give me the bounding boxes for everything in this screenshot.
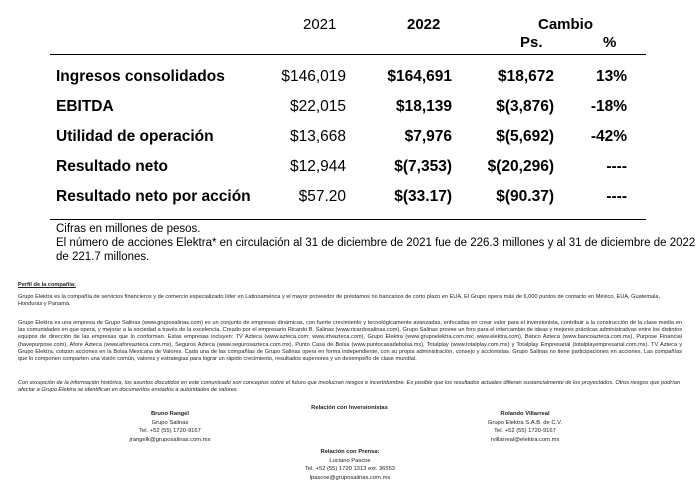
financial-table — [50, 14, 696, 264]
cell-change-pct: -42% — [590, 128, 627, 145]
contact-phone: Tel. +52 (55) 1720 1313 ext. 36553 — [304, 466, 396, 473]
cell-change-pct: -18% — [590, 98, 627, 115]
row-label: Resultado neto — [56, 158, 168, 175]
table-notes — [50, 222, 696, 264]
row-label: Ingresos consolidados — [56, 68, 225, 85]
header-change-ps: Ps. — [520, 34, 543, 51]
cell-2021: $22,015 — [289, 98, 346, 115]
contact-name: Rolando Villarreal — [500, 411, 550, 417]
cell-2022: $18,139 — [395, 98, 452, 115]
cell-2022: $(7,353) — [394, 158, 452, 175]
cell-2022: $7,976 — [404, 128, 452, 145]
header-change-pct: % — [603, 34, 617, 51]
cell-2021: $12,944 — [289, 158, 346, 175]
cell-change-pct: ---- — [606, 188, 627, 205]
contact-left — [100, 410, 240, 444]
press-title: Relación con Prensa: — [320, 449, 380, 455]
table-row — [50, 123, 646, 153]
cell-change-pct: 13% — [595, 68, 627, 85]
contact-phone: Tel. +52 (55) 1720-9167 — [139, 428, 201, 435]
cell-2021: $146,019 — [281, 68, 346, 85]
note-units: Cifras en millones de pesos. — [56, 223, 201, 235]
table-row — [50, 63, 646, 93]
note-shares: El número de acciones Elektra* en circulación al 31 de diciembre de 2021 fue de 226.3 millones y al 31 de diciembre de 2022 de 221.7 millones. — [56, 237, 696, 263]
cell-2022: $164,691 — [387, 68, 452, 85]
table-row — [50, 153, 646, 183]
header-year-2022: 2022 — [407, 16, 441, 33]
contact-org: Grupo Elektra S.A.B. de C.V. — [487, 419, 563, 426]
contact-email[interactable]: lpascoe@gruposalinas.com.mx — [309, 474, 391, 481]
header-rule — [50, 54, 646, 55]
cell-change-ps: $(3,876) — [496, 98, 554, 115]
contact-name: Bruno Rangel — [150, 411, 189, 417]
row-label: Resultado neto por acción — [56, 188, 251, 205]
profile-paragraph-1: Grupo Elektra es la compañía de servicios financieros y de comercio especializado líder en Latinoamérica y el mayor proveedor de préstamos no bancarios de corto plazo en EUA. El Grupo opera más de 6,000 puntos de contacto en México, EUA, Guatemala, Honduras y Panamá. — [18, 294, 661, 308]
cell-2021: $13,668 — [289, 128, 346, 145]
table-row — [50, 93, 646, 123]
press-contact — [280, 448, 420, 482]
row-label: Utilidad de operación — [56, 128, 214, 145]
table-body — [50, 63, 646, 213]
contact-name: Luciano Pascoe — [329, 457, 371, 464]
header-change: Cambio — [538, 16, 594, 33]
cell-change-ps: $(20,296) — [487, 158, 554, 175]
cell-change-ps: $18,672 — [497, 68, 554, 85]
cell-change-pct: ---- — [606, 158, 627, 175]
contact-email[interactable]: jrangelk@gruposalinas.com.mx — [129, 436, 211, 443]
contact-right — [455, 410, 595, 444]
disclaimer-paragraph: Con excepción de la información histórica, los asuntos discutidos en este comunicado son conceptos sobre el futuro que involucran riesgos e incertidumbre. Es posible que los resultados actuales difieran sustancialmente de los proyectados. Otros riesgos que podrían afectar a Grupo Elektra se identifican en documentos enviados a autoridades de valores. — [18, 380, 680, 394]
profile-paragraph-2: Grupo Elektra es una empresa de Grupo Salinas (www.gruposalinas.com) es un conjunto de empresas dinámicas, con fuerte crecimiento y tecnológicamente avanzadas, enfocadas en crear valor para el inversionista, contribuir a la construcción de la clase media en las comunidades en que opera, y mejorar a la sociedad a través de la excelencia. Creado por el empresario Ricardo B. Salinas (www.ricardosalinas.com), Grupo Salinas provee un foro para el intercambio de ideas y mejores prácticas administrativas entre los distintos equipos de dirección de las empresas que lo conforman. Estas empresas incluyen: TV Azteca (www.azteca.com; www.irtvazteca.com), Grupo Elektra (www.grupoelektra.com.mx; www.elektra.com), Banco Azteca (www.bancoazteca.com.mx), Purpose Financial (havepurpose.com), Afore Azteca (www.aforeazteca.com.mx), Seguros Azteca (www.segurosazteca.com.mx), Punto Casa de Bolsa (www.puntocasadebolsa.mx), Totalplay (www.totalplay.com.mx) y Totalplay Empresarial (totalplayempresarial.com.mx). TV Azteca y Grupo Elektra, cotizan acciones en la Bolsa Mexicana de Valores. Cada una de las compañías de Grupo Salinas opera en forma independiente, con su propia administración, consejo y accionistas. Grupo Salinas no tiene participaciones en acciones. Las compañías que lo componen comparten una visión común, valores y estrategias para lograr un rápido crecimiento, resultados superiores y un desempeño de clase mundial. — [18, 320, 682, 363]
row-label: EBITDA — [56, 98, 114, 115]
table-row — [50, 183, 646, 213]
investor-relations-title: Relación con Inversionistas — [311, 405, 388, 411]
contact-org: Grupo Salinas — [151, 419, 189, 426]
header-year-2021: 2021 — [303, 16, 337, 33]
cell-2022: $(33.17) — [394, 188, 452, 205]
profile-title: Perfil de la compañía: — [18, 282, 76, 288]
cell-change-ps: $(5,692) — [496, 128, 554, 145]
table-header — [50, 14, 646, 54]
contact-phone: Tel. +52 (55) 1720-9167 — [494, 428, 556, 435]
cell-2021: $57.20 — [298, 188, 346, 205]
cell-change-ps: $(90.37) — [496, 188, 554, 205]
footer-rule — [50, 219, 646, 220]
contact-email[interactable]: rvillarreal@elektra.com.mx — [490, 436, 560, 443]
